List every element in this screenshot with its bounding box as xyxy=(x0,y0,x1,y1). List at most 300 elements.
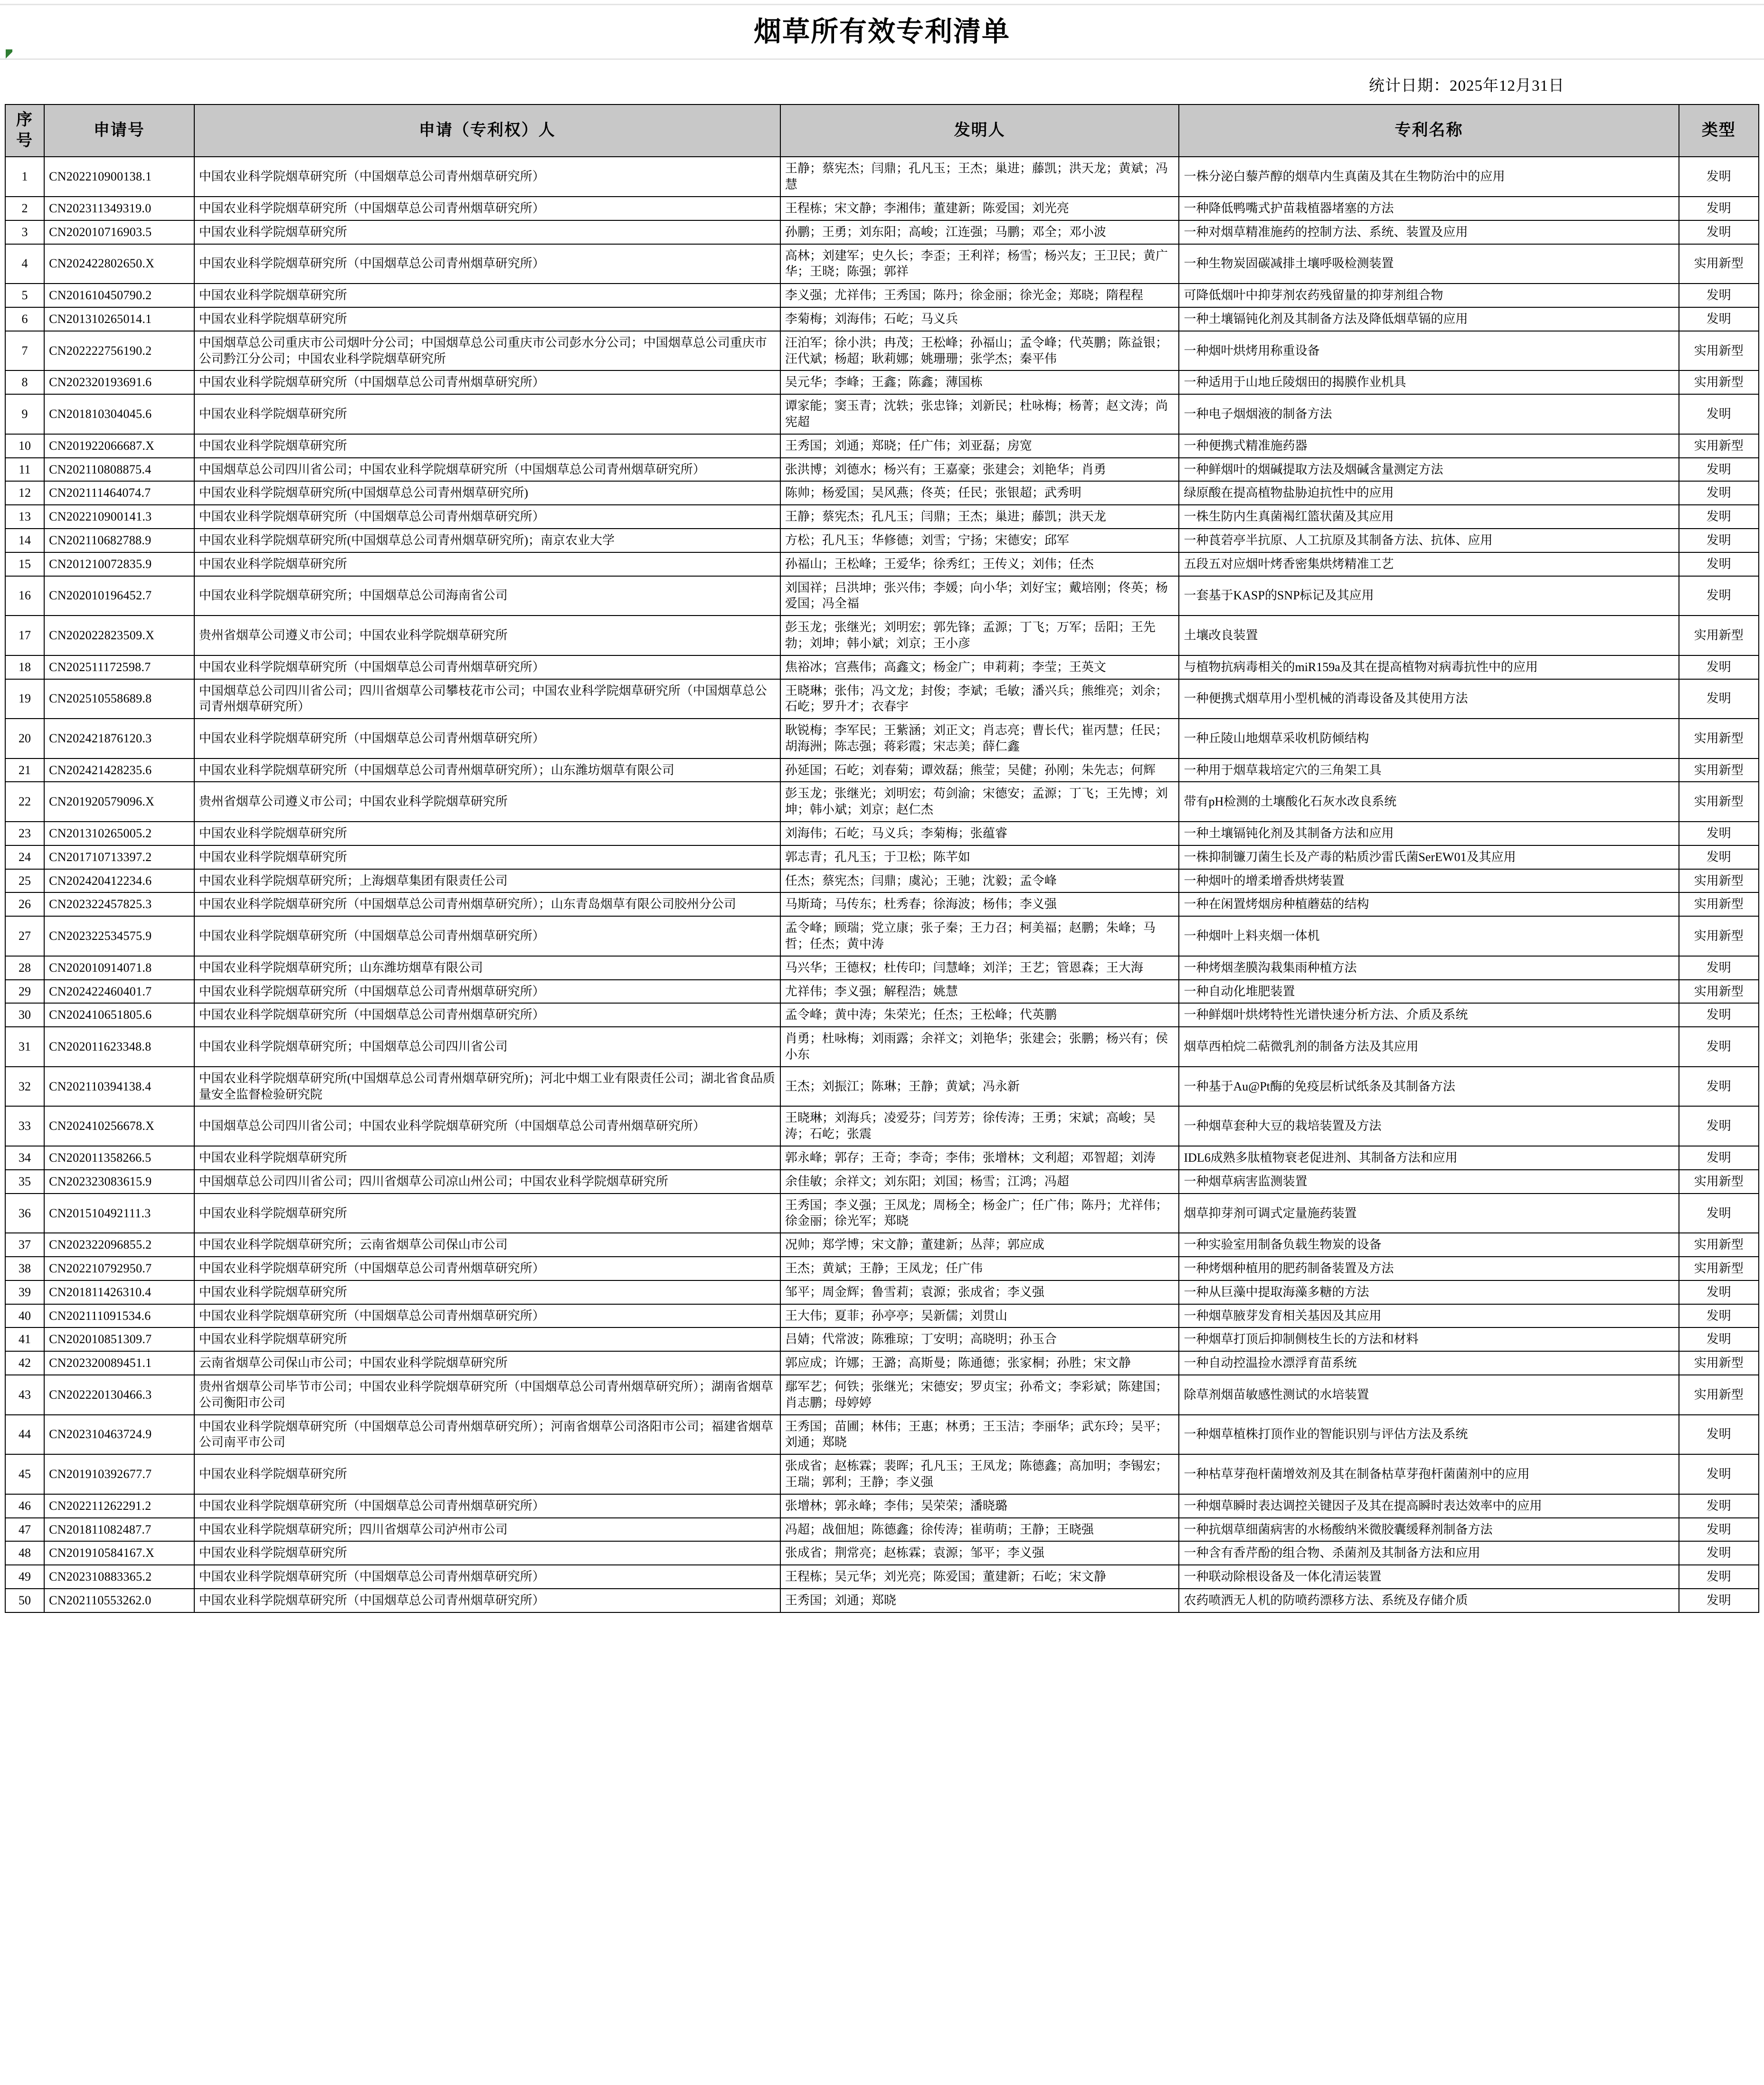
table-row xyxy=(5,394,1759,434)
cell-index: 35 xyxy=(5,1170,44,1194)
table-row xyxy=(5,481,1759,505)
cell-type: 实用新型 xyxy=(1679,758,1759,782)
cell-index: 1 xyxy=(5,157,44,197)
column-header-patent-name: 专利名称 xyxy=(1179,104,1679,157)
cell-type: 发明 xyxy=(1679,1541,1759,1565)
table-row xyxy=(5,1106,1759,1146)
cell-index: 5 xyxy=(5,284,44,307)
table-row xyxy=(5,1257,1759,1280)
table-row xyxy=(5,307,1759,331)
cell-app-number: CN202210792950.7 xyxy=(44,1257,194,1280)
cell-app-number: CN202022823509.X xyxy=(44,616,194,655)
cell-app-number: CN202211262291.2 xyxy=(44,1494,194,1518)
cell-inventors: 方松；孔凡玉；华修德；刘雪；宁扬；宋德安；邱军 xyxy=(780,529,1179,552)
cell-type: 发明 xyxy=(1679,481,1759,505)
table-row xyxy=(5,616,1759,655)
cell-patent-name: 一株生防内生真菌褐红篮状菌及其应用 xyxy=(1179,505,1679,529)
cell-applicant: 中国农业科学院烟草研究所（中国烟草总公司青州烟草研究所） xyxy=(194,1565,780,1589)
cell-app-number: CN202010196452.7 xyxy=(44,576,194,616)
cell-applicant: 中国农业科学院烟草研究所 xyxy=(194,1327,780,1351)
cell-applicant: 中国农业科学院烟草研究所 xyxy=(194,1541,780,1565)
cell-inventors: 张成省；荆常亮；赵栋霖；袁源；邹平；李义强 xyxy=(780,1541,1179,1565)
cell-inventors: 刘海伟；石屹；马义兵；李菊梅；张蕴睿 xyxy=(780,822,1179,845)
cell-type: 实用新型 xyxy=(1679,719,1759,758)
cell-index: 36 xyxy=(5,1194,44,1233)
document-page xyxy=(0,4,1764,1613)
table-row xyxy=(5,719,1759,758)
cell-inventors: 孙延国；石屹；刘春菊；谭效磊；熊莹；吴健；孙刚；朱先志；何辉 xyxy=(780,758,1179,782)
cell-patent-name: 一种鲜烟叶的烟碱提取方法及烟碱含量测定方法 xyxy=(1179,458,1679,482)
cell-inventors: 耿锐梅；李军民；王紫涵；刘正文；肖志亮；曹长代；崔丙慧；任民；胡海洲；陈志强；蒋彩霞；宋志美；薛仁鑫 xyxy=(780,719,1179,758)
patent-list-table xyxy=(5,104,1759,1613)
table-row xyxy=(5,1170,1759,1194)
cell-patent-name: 一种联动除根设备及一体化清运装置 xyxy=(1179,1565,1679,1589)
table-row xyxy=(5,758,1759,782)
cell-inventors: 吴元华；李峰；王鑫；陈鑫；薄国栋 xyxy=(780,370,1179,394)
cell-type: 发明 xyxy=(1679,394,1759,434)
cell-applicant: 中国农业科学院烟草研究所 xyxy=(194,307,780,331)
cell-app-number: CN201710713397.2 xyxy=(44,845,194,869)
table-row xyxy=(5,869,1759,893)
cell-patent-name: 一株抑制镰刀菌生长及产毒的粘质沙雷氏菌SerEW01及其应用 xyxy=(1179,845,1679,869)
cell-index: 34 xyxy=(5,1146,44,1170)
cell-applicant: 中国农业科学院烟草研究所(中国烟草总公司青州烟草研究所)；河北中烟工业有限责任公司；湖北省食品质量安全监督检验研究院 xyxy=(194,1067,780,1107)
table-row xyxy=(5,157,1759,197)
cell-index: 13 xyxy=(5,505,44,529)
cell-app-number: CN202011623348.8 xyxy=(44,1027,194,1067)
cell-patent-name: 一种电子烟烟液的制备方法 xyxy=(1179,394,1679,434)
table-row xyxy=(5,822,1759,845)
cell-type: 实用新型 xyxy=(1679,1375,1759,1415)
cell-type: 发明 xyxy=(1679,1518,1759,1542)
cell-applicant: 中国农业科学院烟草研究所（中国烟草总公司青州烟草研究所） xyxy=(194,980,780,1004)
table-header-row xyxy=(5,104,1759,157)
cell-applicant: 中国农业科学院烟草研究所（中国烟草总公司青州烟草研究所） xyxy=(194,370,780,394)
table-row xyxy=(5,1351,1759,1375)
cell-inventors: 余佳敏；余祥文；刘东阳；刘国；杨雪；江鸿；冯超 xyxy=(780,1170,1179,1194)
cell-applicant: 中国农业科学院烟草研究所（中国烟草总公司青州烟草研究所） xyxy=(194,1257,780,1280)
cell-inventors: 王杰；刘振江；陈琳；王静；黄斌；冯永新 xyxy=(780,1067,1179,1107)
cell-applicant: 中国农业科学院烟草研究所 xyxy=(194,822,780,845)
cell-app-number: CN201920579096.X xyxy=(44,782,194,822)
cell-patent-name: 一种烟草植株打顶作业的智能识别与评估方法及系统 xyxy=(1179,1415,1679,1455)
cell-inventors: 高林；刘建军；史久长；李歪；王利祥；杨雪；杨兴友；王卫民；黄广华；王晓；陈强；郭祥 xyxy=(780,244,1179,284)
cell-app-number: CN202111464074.7 xyxy=(44,481,194,505)
cell-applicant: 中国农业科学院烟草研究所(中国烟草总公司青州烟草研究所) xyxy=(194,481,780,505)
cell-patent-name: 可降低烟叶中抑芽剂农药残留量的抑芽剂组合物 xyxy=(1179,284,1679,307)
cell-applicant: 贵州省烟草公司遵义市公司；中国农业科学院烟草研究所 xyxy=(194,782,780,822)
cell-index: 40 xyxy=(5,1304,44,1328)
cell-applicant: 中国农业科学院烟草研究所 xyxy=(194,1194,780,1233)
cell-inventors: 焦裕冰；宫燕伟；高鑫文；杨金广；申莉莉；李莹；王英文 xyxy=(780,655,1179,679)
cell-inventors: 张洪博；刘德水；杨兴有；王嘉豪；张建会；刘艳华；肖勇 xyxy=(780,458,1179,482)
cell-index: 17 xyxy=(5,616,44,655)
cell-index: 38 xyxy=(5,1257,44,1280)
cell-index: 8 xyxy=(5,370,44,394)
cell-inventors: 郭应成；许娜；王潞；高斯曼；陈通德；张家桐；孙胜；宋文静 xyxy=(780,1351,1179,1375)
cell-applicant: 中国农业科学院烟草研究所 xyxy=(194,220,780,244)
table-row xyxy=(5,1454,1759,1494)
cell-patent-name: 一种烟叶烘烤用称重设备 xyxy=(1179,331,1679,371)
cell-type: 实用新型 xyxy=(1679,916,1759,956)
table-row xyxy=(5,1415,1759,1455)
cell-applicant: 中国烟草总公司重庆市公司烟叶分公司；中国烟草总公司重庆市公司彭水分公司；中国烟草总公司重庆市公司黔江分公司；中国农业科学院烟草研究所 xyxy=(194,331,780,371)
cell-app-number: CN201910392677.7 xyxy=(44,1454,194,1494)
table-row xyxy=(5,1067,1759,1107)
cell-index: 32 xyxy=(5,1067,44,1107)
cell-type: 发明 xyxy=(1679,1589,1759,1612)
cell-patent-name: 除草剂烟苗敏感性测试的水培装置 xyxy=(1179,1375,1679,1415)
cell-applicant: 中国农业科学院烟草研究所 xyxy=(194,1146,780,1170)
cell-inventors: 彭玉龙；张继光；刘明宏；苟剑渝；宋德安；孟源；丁飞；王先博；刘坤；韩小斌；刘京；赵仁杰 xyxy=(780,782,1179,822)
cell-patent-name: 一种鲜烟叶烘烤特性光谱快速分析方法、介质及系统 xyxy=(1179,1003,1679,1027)
table-row xyxy=(5,1518,1759,1542)
cell-applicant: 中国农业科学院烟草研究所；上海烟草集团有限责任公司 xyxy=(194,869,780,893)
cell-index: 48 xyxy=(5,1541,44,1565)
cell-type: 发明 xyxy=(1679,1067,1759,1107)
cell-patent-name: 一种便携式烟草用小型机械的消毒设备及其使用方法 xyxy=(1179,679,1679,719)
cell-applicant: 中国农业科学院烟草研究所；山东潍坊烟草有限公司 xyxy=(194,956,780,980)
cell-app-number: CN202422802650.X xyxy=(44,244,194,284)
cell-applicant: 中国农业科学院烟草研究所（中国烟草总公司青州烟草研究所） xyxy=(194,1494,780,1518)
statistics-date: 统计日期：2025年12月31日 xyxy=(1369,77,1565,95)
cell-app-number: CN201310265014.1 xyxy=(44,307,194,331)
cell-inventors: 汪泊军；徐小洪；冉茂；王松峰；孙福山；孟令峰；代英鹏；陈益银；汪代斌；杨超；耿莉娜；姚珊珊；张学杰；秦平伟 xyxy=(780,331,1179,371)
cell-app-number: CN202320089451.1 xyxy=(44,1351,194,1375)
cell-inventors: 王程栋；宋文静；李湘伟；董建新；陈爱国；刘光亮 xyxy=(780,197,1179,220)
cell-index: 14 xyxy=(5,529,44,552)
cell-patent-name: 一种丘陵山地烟草采收机防倾结构 xyxy=(1179,719,1679,758)
cell-patent-name: 一种在闲置烤烟房种植蘑菇的结构 xyxy=(1179,892,1679,916)
cell-index: 31 xyxy=(5,1027,44,1067)
cell-app-number: CN202322534575.9 xyxy=(44,916,194,956)
cell-patent-name: 五段五对应烟叶烤香密集烘烤精准工艺 xyxy=(1179,552,1679,576)
table-row xyxy=(5,576,1759,616)
cell-app-number: CN201922066687.X xyxy=(44,434,194,458)
table-row xyxy=(5,331,1759,371)
cell-type: 发明 xyxy=(1679,505,1759,529)
cell-inventors: 尤祥伟；李义强；解程浩；姚慧 xyxy=(780,980,1179,1004)
cell-patent-name: 一种烟叶的增柔增香烘烤装置 xyxy=(1179,869,1679,893)
cell-applicant: 中国农业科学院烟草研究所（中国烟草总公司青州烟草研究所） xyxy=(194,197,780,220)
cell-applicant: 中国农业科学院烟草研究所 xyxy=(194,552,780,576)
cell-inventors: 孟令峰；黄中涛；朱荣光；任杰；王松峰；代英鹏 xyxy=(780,1003,1179,1027)
cell-app-number: CN202110394138.4 xyxy=(44,1067,194,1107)
cell-applicant: 中国农业科学院烟草研究所（中国烟草总公司青州烟草研究所） xyxy=(194,916,780,956)
cell-index: 49 xyxy=(5,1565,44,1589)
cell-applicant: 中国农业科学院烟草研究所 xyxy=(194,434,780,458)
cell-app-number: CN202421428235.6 xyxy=(44,758,194,782)
cell-app-number: CN202111091534.6 xyxy=(44,1304,194,1328)
cell-type: 实用新型 xyxy=(1679,434,1759,458)
cell-app-number: CN202511172598.7 xyxy=(44,655,194,679)
cell-app-number: CN202110553262.0 xyxy=(44,1589,194,1612)
table-row xyxy=(5,434,1759,458)
cell-type: 发明 xyxy=(1679,197,1759,220)
table-row xyxy=(5,370,1759,394)
cell-app-number: CN201210072835.9 xyxy=(44,552,194,576)
cell-app-number: CN201510492111.3 xyxy=(44,1194,194,1233)
cell-type: 发明 xyxy=(1679,552,1759,576)
table-row xyxy=(5,552,1759,576)
cell-index: 18 xyxy=(5,655,44,679)
cell-inventors: 刘国祥；吕洪坤；张兴伟；李媛；向小华；刘好宝；戴培刚；佟英；杨爱国；冯全福 xyxy=(780,576,1179,616)
cell-applicant: 中国农业科学院烟草研究所；云南省烟草公司保山市公司 xyxy=(194,1233,780,1257)
table-row xyxy=(5,916,1759,956)
column-header-type: 类型 xyxy=(1679,104,1759,157)
cell-type: 发明 xyxy=(1679,655,1759,679)
cell-applicant: 云南省烟草公司保山市公司；中国农业科学院烟草研究所 xyxy=(194,1351,780,1375)
cell-app-number: CN202110808875.4 xyxy=(44,458,194,482)
cell-patent-name: 一种基于Au@Pt酶的免疫层析试纸条及其制备方法 xyxy=(1179,1067,1679,1107)
cell-applicant: 中国农业科学院烟草研究所（中国烟草总公司青州烟草研究所） xyxy=(194,244,780,284)
cell-type: 实用新型 xyxy=(1679,782,1759,822)
cell-inventors: 邹平；周金辉；鲁雪莉；袁源；张成省；李义强 xyxy=(780,1280,1179,1304)
cell-app-number: CN202311349319.0 xyxy=(44,197,194,220)
cell-inventors: 谭家能；窦玉青；沈轶；张忠锋；刘新民；杜咏梅；杨菁；赵文涛；尚宪超 xyxy=(780,394,1179,434)
cell-inventors: 况帅；郑学博；宋文静；董建新；丛萍；郭应成 xyxy=(780,1233,1179,1257)
cell-index: 45 xyxy=(5,1454,44,1494)
cell-index: 26 xyxy=(5,892,44,916)
cell-inventors: 王秀国；李义强；王凤龙；周杨全；杨金广；任广伟；陈丹；尤祥伟；徐金丽；徐光军；郑晓 xyxy=(780,1194,1179,1233)
cell-app-number: CN201810304045.6 xyxy=(44,394,194,434)
cell-patent-name: 一种土壤镉钝化剂及其制备方法和应用 xyxy=(1179,822,1679,845)
cell-index: 6 xyxy=(5,307,44,331)
cell-app-number: CN202320193691.6 xyxy=(44,370,194,394)
table-row xyxy=(5,956,1759,980)
cell-type: 发明 xyxy=(1679,1194,1759,1233)
cell-applicant: 中国农业科学院烟草研究所（中国烟草总公司青州烟草研究所）；河南省烟草公司洛阳市公司；福建省烟草公司南平市公司 xyxy=(194,1415,780,1455)
cell-index: 20 xyxy=(5,719,44,758)
cell-patent-name: 一种自动控温捡水漂浮育苗系统 xyxy=(1179,1351,1679,1375)
cell-type: 发明 xyxy=(1679,1106,1759,1146)
cell-patent-name: 一种对烟草精准施药的控制方法、系统、装置及应用 xyxy=(1179,220,1679,244)
cell-inventors: 冯超；战佃旭；陈德鑫；徐传涛；崔萌萌；王静；王晓强 xyxy=(780,1518,1179,1542)
cell-inventors: 王晓琳；张伟；冯文龙；封俊；李斌；毛敏；潘兴兵；熊维亮；刘余；石屹；罗升才；衣春宇 xyxy=(780,679,1179,719)
cell-type: 发明 xyxy=(1679,1027,1759,1067)
cell-app-number: CN201811082487.7 xyxy=(44,1518,194,1542)
cell-index: 30 xyxy=(5,1003,44,1027)
cell-type: 实用新型 xyxy=(1679,892,1759,916)
cell-patent-name: 一种土壤镉钝化剂及其制备方法及降低烟草镉的应用 xyxy=(1179,307,1679,331)
cell-index: 41 xyxy=(5,1327,44,1351)
cell-applicant: 中国农业科学院烟草研究所；中国烟草总公司海南省公司 xyxy=(194,576,780,616)
cell-app-number: CN202421876120.3 xyxy=(44,719,194,758)
cell-type: 实用新型 xyxy=(1679,244,1759,284)
column-header-app-number: 申请号 xyxy=(44,104,194,157)
cell-type: 实用新型 xyxy=(1679,331,1759,371)
cell-type: 发明 xyxy=(1679,529,1759,552)
cell-patent-name: 一种用于烟草栽培定穴的三角架工具 xyxy=(1179,758,1679,782)
cell-inventors: 王秀国；苗圃；林伟；王惠；林勇；王玉洁；李丽华；武东玲；吴平；刘通；郑晓 xyxy=(780,1415,1179,1455)
cell-applicant: 中国烟草总公司四川省公司；中国农业科学院烟草研究所（中国烟草总公司青州烟草研究所） xyxy=(194,1106,780,1146)
table-row xyxy=(5,1233,1759,1257)
page-title: 烟草所有效专利清单 xyxy=(753,16,1010,47)
table-row xyxy=(5,980,1759,1004)
table-row xyxy=(5,1327,1759,1351)
cell-inventors: 马斯琦；马传东；杜秀春；徐海波；杨伟；李义强 xyxy=(780,892,1179,916)
cell-inventors: 鄢军艺；何铁；张继光；宋德安；罗贞宝；孙希文；李彩斌；陈建国；肖志鹏；母婷婷 xyxy=(780,1375,1179,1415)
cell-type: 发明 xyxy=(1679,1003,1759,1027)
cell-patent-name: 一套基于KASP的SNP标记及其应用 xyxy=(1179,576,1679,616)
cell-inventors: 王晓琳；刘海兵；凌爱芬；闫芳芳；徐传涛；王勇；宋斌；高峻；吴涛；石屹；张震 xyxy=(780,1106,1179,1146)
cell-index: 44 xyxy=(5,1415,44,1455)
cell-type: 发明 xyxy=(1679,458,1759,482)
cell-app-number: CN202410256678.X xyxy=(44,1106,194,1146)
cell-patent-name: 一种枯草芽孢杆菌增效剂及其在制备枯草芽孢杆菌菌剂中的应用 xyxy=(1179,1454,1679,1494)
cell-applicant: 中国农业科学院烟草研究所；中国烟草总公司四川省公司 xyxy=(194,1027,780,1067)
cell-index: 42 xyxy=(5,1351,44,1375)
table-row xyxy=(5,1027,1759,1067)
cell-app-number: CN202310463724.9 xyxy=(44,1415,194,1455)
cell-patent-name: 一种降低鸭嘴式护苗栽植器堵塞的方法 xyxy=(1179,197,1679,220)
cell-patent-name: 一种烟叶上料夹烟一体机 xyxy=(1179,916,1679,956)
table-row xyxy=(5,505,1759,529)
cell-index: 46 xyxy=(5,1494,44,1518)
cell-index: 33 xyxy=(5,1106,44,1146)
cell-applicant: 中国农业科学院烟草研究所（中国烟草总公司青州烟草研究所） xyxy=(194,1589,780,1612)
cell-patent-name: 一种适用于山地丘陵烟田的揭膜作业机具 xyxy=(1179,370,1679,394)
cell-patent-name: 一种烤烟垄膜沟栽集雨种植方法 xyxy=(1179,956,1679,980)
cell-app-number: CN202323083615.9 xyxy=(44,1170,194,1194)
cell-type: 实用新型 xyxy=(1679,370,1759,394)
cell-applicant: 中国农业科学院烟草研究所（中国烟草总公司青州烟草研究所） xyxy=(194,1304,780,1328)
column-header-applicant: 申请（专利权）人 xyxy=(194,104,780,157)
cell-index: 50 xyxy=(5,1589,44,1612)
cell-app-number: CN202410651805.6 xyxy=(44,1003,194,1027)
cell-type: 发明 xyxy=(1679,1415,1759,1455)
table-row xyxy=(5,197,1759,220)
cell-index: 9 xyxy=(5,394,44,434)
cell-patent-name: 烟草西柏烷二萜微乳剂的制备方法及其应用 xyxy=(1179,1027,1679,1067)
cell-applicant: 中国烟草总公司四川省公司；四川省烟草公司凉山州公司；中国农业科学院烟草研究所 xyxy=(194,1170,780,1194)
cell-type: 发明 xyxy=(1679,1494,1759,1518)
cell-applicant: 中国农业科学院烟草研究所 xyxy=(194,284,780,307)
cell-type: 发明 xyxy=(1679,1565,1759,1589)
cell-index: 3 xyxy=(5,220,44,244)
cell-inventors: 孟令峰；顾瑞；党立康；张子秦；王力召；柯美福；赵鹏；朱峰；马哲；任杰；黄中涛 xyxy=(780,916,1179,956)
cell-patent-name: 一种烤烟种植用的肥药制备装置及方法 xyxy=(1179,1257,1679,1280)
cell-inventors: 陈帅；杨爱国；吴风燕；佟英；任民；张银超；武秀明 xyxy=(780,481,1179,505)
cell-inventors: 王静；蔡宪杰；闫鼎；孔凡玉；王杰；巢进；藤凯；洪天龙；黄斌；冯慧 xyxy=(780,157,1179,197)
cell-index: 15 xyxy=(5,552,44,576)
cell-type: 发明 xyxy=(1679,1454,1759,1494)
table-row xyxy=(5,1494,1759,1518)
cell-applicant: 中国农业科学院烟草研究所（中国烟草总公司青州烟草研究所）；山东青岛烟草有限公司胶州分公司 xyxy=(194,892,780,916)
cell-type: 发明 xyxy=(1679,1327,1759,1351)
cell-patent-name: 一种烟草病害监测装置 xyxy=(1179,1170,1679,1194)
cell-patent-name: 一种抗烟草细菌病害的水杨酸纳米微胶囊缓释剂制备方法 xyxy=(1179,1518,1679,1542)
cell-app-number: CN202011358266.5 xyxy=(44,1146,194,1170)
cell-type: 发明 xyxy=(1679,1146,1759,1170)
cell-inventors: 王大伟；夏菲；孙亭亭；吴新儒；刘贯山 xyxy=(780,1304,1179,1328)
table-row xyxy=(5,845,1759,869)
table-row xyxy=(5,679,1759,719)
cell-applicant: 中国农业科学院烟草研究所（中国烟草总公司青州烟草研究所）；山东潍坊烟草有限公司 xyxy=(194,758,780,782)
cell-index: 39 xyxy=(5,1280,44,1304)
cell-patent-name: 农药喷洒无人机的防喷药漂移方法、系统及存储介质 xyxy=(1179,1589,1679,1612)
cell-index: 16 xyxy=(5,576,44,616)
cell-inventors: 王秀国；刘通；郑晓 xyxy=(780,1589,1179,1612)
cell-inventors: 肖勇；杜咏梅；刘雨露；余祥文；刘艳华；张建会；张鹏；杨兴有；侯小东 xyxy=(780,1027,1179,1067)
cell-inventors: 李菊梅；刘海伟；石屹；马义兵 xyxy=(780,307,1179,331)
cell-app-number: CN201310265005.2 xyxy=(44,822,194,845)
cell-patent-name: 一种莨菪亭半抗原、人工抗原及其制备方法、抗体、应用 xyxy=(1179,529,1679,552)
cell-type: 发明 xyxy=(1679,1304,1759,1328)
cell-index: 24 xyxy=(5,845,44,869)
cell-inventors: 彭玉龙；张继光；刘明宏；郭先锋；孟源；丁飞；万军；岳阳；王先勃；刘坤；韩小斌；刘京；王小彦 xyxy=(780,616,1179,655)
cell-inventors: 王程栋；吴元华；刘光亮；陈爱国；董建新；石屹；宋文静 xyxy=(780,1565,1179,1589)
cell-patent-name: 绿原酸在提高植物盐胁迫抗性中的应用 xyxy=(1179,481,1679,505)
cell-app-number: CN202110682788.9 xyxy=(44,529,194,552)
cell-index: 11 xyxy=(5,458,44,482)
cell-app-number: CN201610450790.2 xyxy=(44,284,194,307)
table-row xyxy=(5,1280,1759,1304)
cell-inventors: 吕婧；代常波；陈雅琼；丁安明；高晓明；孙玉合 xyxy=(780,1327,1179,1351)
cell-inventors: 王静；蔡宪杰；孔凡玉；闫鼎；王杰；巢进；藤凯；洪天龙 xyxy=(780,505,1179,529)
cell-applicant: 贵州省烟草公司毕节市公司；中国农业科学院烟草研究所（中国烟草总公司青州烟草研究所）；湖南省烟草公司衡阳市公司 xyxy=(194,1375,780,1415)
cell-applicant: 中国农业科学院烟草研究所；四川省烟草公司泸州市公司 xyxy=(194,1518,780,1542)
cell-applicant: 中国烟草总公司四川省公司；四川省烟草公司攀枝花市公司；中国农业科学院烟草研究所（中国烟草总公司青州烟草研究所） xyxy=(194,679,780,719)
cell-app-number: CN202310883365.2 xyxy=(44,1565,194,1589)
cell-index: 7 xyxy=(5,331,44,371)
column-header-index: 序号 xyxy=(5,104,44,157)
cell-applicant: 中国农业科学院烟草研究所（中国烟草总公司青州烟草研究所） xyxy=(194,719,780,758)
cell-type: 发明 xyxy=(1679,956,1759,980)
cell-app-number: CN202210900138.1 xyxy=(44,157,194,197)
cell-index: 4 xyxy=(5,244,44,284)
cell-app-number: CN202210900141.3 xyxy=(44,505,194,529)
table-row xyxy=(5,1589,1759,1612)
cell-type: 发明 xyxy=(1679,576,1759,616)
cell-inventors: 孙福山；王松峰；王爱华；徐秀红；王传义；刘伟；任杰 xyxy=(780,552,1179,576)
cell-applicant: 中国农业科学院烟草研究所（中国烟草总公司青州烟草研究所） xyxy=(194,1003,780,1027)
cell-index: 29 xyxy=(5,980,44,1004)
cell-inventors: 马兴华；王德权；杜传印；闫慧峰；刘洋；王艺；管恩森；王大海 xyxy=(780,956,1179,980)
cell-patent-name: 与植物抗病毒相关的miR159a及其在提高植物对病毒抗性中的应用 xyxy=(1179,655,1679,679)
cell-type: 实用新型 xyxy=(1679,869,1759,893)
cell-applicant: 中国农业科学院烟草研究所(中国烟草总公司青州烟草研究所)；南京农业大学 xyxy=(194,529,780,552)
table-row xyxy=(5,1565,1759,1589)
cell-app-number: CN202220130466.3 xyxy=(44,1375,194,1415)
cell-patent-name: 一种烟草腋芽发育相关基因及其应用 xyxy=(1179,1304,1679,1328)
cell-applicant: 中国农业科学院烟草研究所（中国烟草总公司青州烟草研究所） xyxy=(194,157,780,197)
cell-type: 发明 xyxy=(1679,822,1759,845)
cell-type: 发明 xyxy=(1679,845,1759,869)
table-row xyxy=(5,892,1759,916)
cell-inventors: 王秀国；刘通；郑晓；任广伟；刘亚磊；房宽 xyxy=(780,434,1179,458)
cell-type: 发明 xyxy=(1679,157,1759,197)
cell-type: 实用新型 xyxy=(1679,1257,1759,1280)
cell-index: 25 xyxy=(5,869,44,893)
cell-inventors: 李义强；尤祥伟；王秀国；陈丹；徐金丽；徐光金；郑晓；隋程程 xyxy=(780,284,1179,307)
cell-applicant: 中国农业科学院烟草研究所（中国烟草总公司青州烟草研究所） xyxy=(194,505,780,529)
cell-app-number: CN201910584167.X xyxy=(44,1541,194,1565)
table-row xyxy=(5,244,1759,284)
cell-patent-name: 一种含有香芹酚的组合物、杀菌剂及其制备方法和应用 xyxy=(1179,1541,1679,1565)
cell-applicant: 中国烟草总公司四川省公司；中国农业科学院烟草研究所（中国烟草总公司青州烟草研究所） xyxy=(194,458,780,482)
cell-patent-name: 一种烟草瞬时表达调控关键因子及其在提高瞬时表达效率中的应用 xyxy=(1179,1494,1679,1518)
cell-patent-name: IDL6成熟多肽植物衰老促进剂、其制备方法和应用 xyxy=(1179,1146,1679,1170)
cell-patent-name: 土壤改良装置 xyxy=(1179,616,1679,655)
cell-app-number: CN202010716903.5 xyxy=(44,220,194,244)
cell-index: 12 xyxy=(5,481,44,505)
table-row xyxy=(5,1541,1759,1565)
cell-applicant: 中国农业科学院烟草研究所 xyxy=(194,1454,780,1494)
table-body xyxy=(5,157,1759,1612)
cell-applicant: 贵州省烟草公司遵义市公司；中国农业科学院烟草研究所 xyxy=(194,616,780,655)
cell-type: 实用新型 xyxy=(1679,980,1759,1004)
